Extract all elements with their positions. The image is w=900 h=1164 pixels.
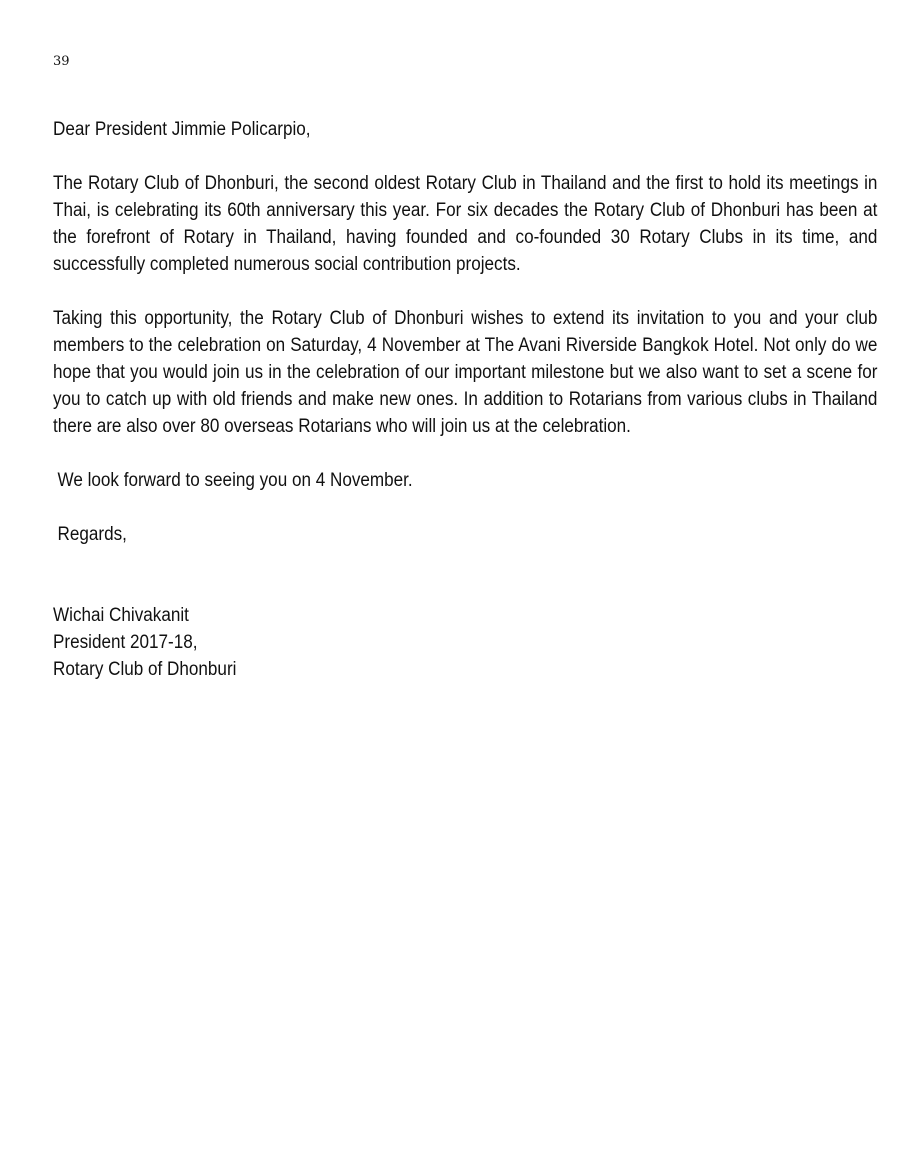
letter-paragraph-2: Taking this opportunity, the Rotary Club of Dhonburi wishes to extend its invitation to you and your club members to the celebration on Saturday, 4 November at The Avani Riverside Bangkok Hotel. Not only do we hope that you would join us in the celebration of our important milestone but we also want to set a scene for you to catch up with old friends and make new ones. In addition to Rotarians from various clubs in Thailand there are also over 80 overseas Rotarians who will join us at the celebration. [53, 308, 878, 437]
letter-paragraph-1: The Rotary Club of Dhonburi, the second oldest Rotary Club in Thailand and the first to hold its meetings in Thai, is celebrating its 60th anniversary this year. For six decades the Rotary Club of Dhonburi has been at the forefront of Rotary in Thailand, having founded and co-founded 30 Rotary Clubs in its time, and successfully completed numerous social contribution projects. [53, 173, 878, 275]
signatory-name: Wichai Chivakanit [53, 605, 189, 626]
signature-block [53, 602, 877, 683]
signatory-organization: Rotary Club of Dhonburi [53, 659, 237, 680]
letter-body [53, 116, 877, 683]
page-number: 39 [53, 54, 70, 69]
letter-look-forward: We look forward to seeing you on 4 November. [57, 470, 413, 491]
signatory-title: President 2017-18, [53, 632, 198, 653]
letter-closing: Regards, [57, 524, 127, 545]
letter-salutation: Dear President Jimmie Policarpio, [53, 119, 311, 140]
